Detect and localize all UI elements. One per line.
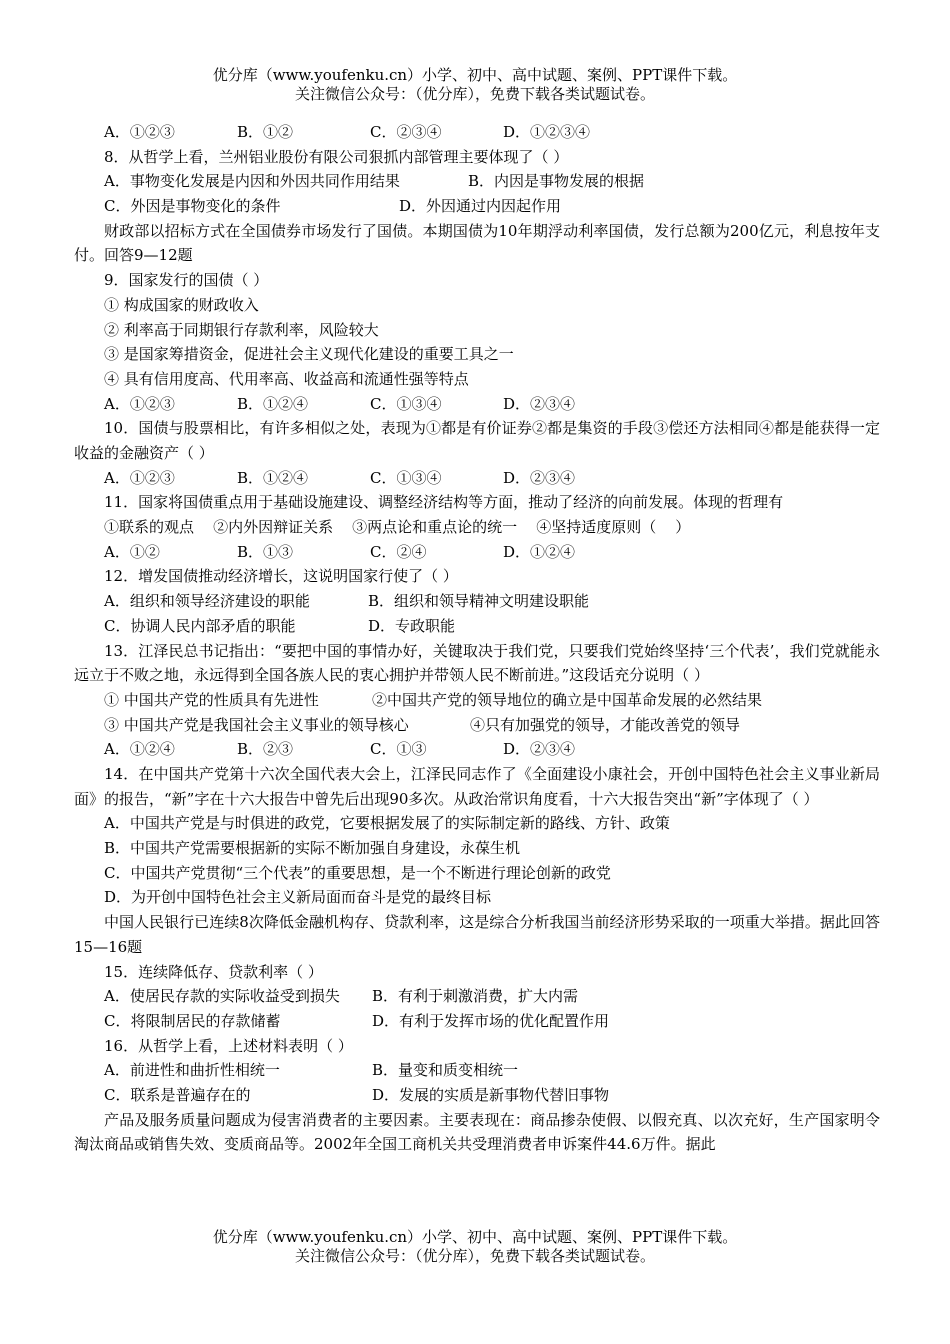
q7-option-c: C．②③④: [370, 123, 442, 141]
q12-option-a: A．组织和领导经济建设的职能: [104, 592, 310, 611]
q7-option-d: D．①②③④: [503, 123, 591, 141]
q9-option-b: B．①②④: [237, 394, 309, 413]
q15-options-cd: [74, 1009, 880, 1034]
q14-option-b: B．中国共产党需要根据新的实际不断加强自身建设，永葆生机: [104, 839, 521, 858]
q16-option-a: A．前进性和曲折性相统一: [104, 1061, 280, 1080]
q10-stem: 10．国债与股票相比，有许多相似之处，表现为①都是有价证券②都是集资的手段③偿还方法相同④都是能获得一定收益的金融资产（ ）: [74, 419, 880, 462]
q11-option-a: A．①②: [104, 542, 160, 561]
q9-stem: 9．国家发行的国债（ ）: [104, 271, 269, 290]
q8-options-cd: [74, 194, 880, 219]
q7-options: [74, 120, 880, 145]
q9-item-2: ② 利率高于同期银行存款利率，风险较大: [104, 320, 379, 339]
q13-item-3: ③ 中国共产党是我国社会主义事业的领导核心: [104, 715, 409, 734]
q14-option-d: D．为开创中国特色社会主义新局面而奋斗是党的最终目标: [104, 888, 492, 907]
q13-items-12: [74, 688, 880, 713]
material-9-12: 财政部以招标方式在全国债券市场发行了国债。本期国债为10年期浮动利率国债，发行总额为200亿元，利息按年支付。回答9—12题: [74, 221, 880, 265]
q11-options: [74, 540, 880, 565]
q14-option-a: A．中国共产党是与时俱进的政党，它要根据发展了的实际制定新的路线、方针、政策: [104, 814, 670, 833]
header-line-1: 优分库（www.youfenku.cn）小学、初中、高中试题、案例、PPT课件下载。: [212, 66, 738, 84]
q8-stem: 8．从哲学上看，兰州铝业股份有限公司狠抓内部管理主要体现了（ ）: [104, 147, 569, 166]
q9-item-3: ③ 是国家筹措资金，促进社会主义现代化建设的重要工具之一: [104, 345, 514, 364]
page-header: [0, 66, 950, 104]
q10-options: [74, 466, 880, 491]
q9-options: [74, 392, 880, 417]
page-footer: [0, 1228, 950, 1266]
q7-option-b: B．①②: [237, 123, 294, 141]
q13-stem: 13．江泽民总书记指出：“要把中国的事情办好，关键取决于我们党，只要我们党始终坚持‘三个代表’，我们党就能永远立于不败之地，永远得到全国各族人民的衷心拥护并带领人民不断前进。”这段话充分说明（ ）: [74, 641, 880, 685]
q11-option-b: B．①③: [237, 542, 294, 561]
q8-option-a: A．事物变化发展是内因和外因共同作用结果: [104, 172, 400, 191]
footer-line-2: 关注微信公众号：（优分库），免费下载各类试题试卷。: [294, 1247, 655, 1265]
q10-option-a: A．①②③: [104, 468, 175, 487]
q13-option-a: A．①②④: [104, 740, 175, 759]
q12-options-cd: [74, 614, 880, 639]
q16-option-d: D．发展的实质是新事物代替旧事物: [372, 1085, 610, 1104]
q7-option-a: A．①②③: [104, 123, 175, 141]
q9-option-a: A．①②③: [104, 394, 175, 413]
q12-option-d: D．专政职能: [368, 616, 456, 635]
q11-items: ①联系的观点 ②内外因辩证关系 ③两点论和重点论的统一 ④坚持适度原则（ ）: [104, 518, 691, 537]
q11-option-d: D．①②④: [503, 542, 576, 561]
material-last: 产品及服务质量问题成为侵害消费者的主要因素。主要表现在：商品掺杂使假、以假充真、以次充好，生产国家明令淘汰商品或销售失效、变质商品等。2002年全国工商机关共受理消费者申诉案件44.6万件。据此: [74, 1110, 880, 1154]
q11-option-c: C．②④: [370, 542, 427, 561]
q15-stem: 15．连续降低存、贷款利率（ ）: [104, 962, 323, 981]
q16-option-c: C．联系是普遍存在的: [104, 1085, 251, 1104]
q9-item-1: ① 构成国家的财政收入: [104, 295, 259, 314]
q12-options-ab: [74, 589, 880, 614]
q9-option-c: C．①③④: [370, 394, 442, 413]
exam-content: [74, 120, 880, 1157]
q11-stem: 11．国家将国债重点用于基础设施建设、调整经济结构等方面，推动了经济的向前发展。体现的哲理有: [104, 493, 784, 512]
q13-item-4: ④只有加强党的领导，才能改善党的领导: [470, 715, 741, 734]
q10-option-d: D．②③④: [503, 468, 576, 487]
q12-stem: 12．增发国债推动经济增长，这说明国家行使了（ ）: [104, 567, 458, 586]
q13-option-c: C．①③: [370, 740, 427, 759]
q16-options-ab: [74, 1058, 880, 1083]
q16-option-b: B．量变和质变相统一: [372, 1061, 519, 1080]
q13-item-1: ① 中国共产党的性质具有先进性: [104, 690, 319, 709]
q16-stem: 16．从哲学上看，上述材料表明（ ）: [104, 1036, 353, 1055]
q14-stem: 14．在中国共产党第十六次全国代表大会上，江泽民同志作了《全面建设小康社会，开创中国特色社会主义事业新局面》的报告，“新”字在十六大报告中曾先后出现90多次。从政治常识角度看，十六大报告突出“新”字体现了（ ）: [74, 764, 880, 808]
q13-item-2: ②中国共产党的领导地位的确立是中国革命发展的必然结果: [372, 690, 763, 709]
q16-options-cd: [74, 1083, 880, 1108]
q14-option-c: C．中国共产党贯彻“三个代表”的重要思想，是一个不断进行理论创新的政党: [104, 863, 611, 882]
q8-option-c: C．外因是事物变化的条件: [104, 197, 281, 216]
q9-option-d: D．②③④: [503, 394, 576, 413]
q8-option-b: B．内因是事物发展的根据: [468, 172, 645, 191]
q9-item-4: ④ 具有信用度高、代用率高、收益高和流通性强等特点: [104, 369, 469, 388]
q12-option-c: C．协调人民内部矛盾的职能: [104, 616, 296, 635]
q13-options: [74, 737, 880, 762]
q8-option-d: D．外因通过内因起作用: [399, 197, 562, 216]
q13-items-34: [74, 713, 880, 738]
header-line-2: 关注微信公众号：（优分库），免费下载各类试题试卷。: [294, 85, 655, 103]
material-15-16: 中国人民银行已连续8次降低金融机构存、贷款利率，这是综合分析我国当前经济形势采取的一项重大举措。据此回答15—16题: [74, 913, 880, 956]
q15-option-a: A．使居民存款的实际收益受到损失: [104, 987, 340, 1006]
footer-line-1: 优分库（www.youfenku.cn）小学、初中、高中试题、案例、PPT课件下载。: [212, 1228, 738, 1246]
q12-option-b: B．组织和领导精神文明建设职能: [368, 592, 590, 611]
q13-option-b: B．②③: [237, 740, 294, 759]
q10-option-c: C．①③④: [370, 468, 442, 487]
q15-options-ab: [74, 984, 880, 1009]
q10-option-b: B．①②④: [237, 468, 309, 487]
q15-option-c: C．将限制居民的存款储蓄: [104, 1011, 281, 1030]
q15-option-d: D．有利于发挥市场的优化配置作用: [372, 1011, 610, 1030]
q8-options-ab: [74, 169, 880, 194]
q13-option-d: D．②③④: [503, 740, 576, 759]
q15-option-b: B．有利于刺激消费，扩大内需: [372, 987, 579, 1006]
